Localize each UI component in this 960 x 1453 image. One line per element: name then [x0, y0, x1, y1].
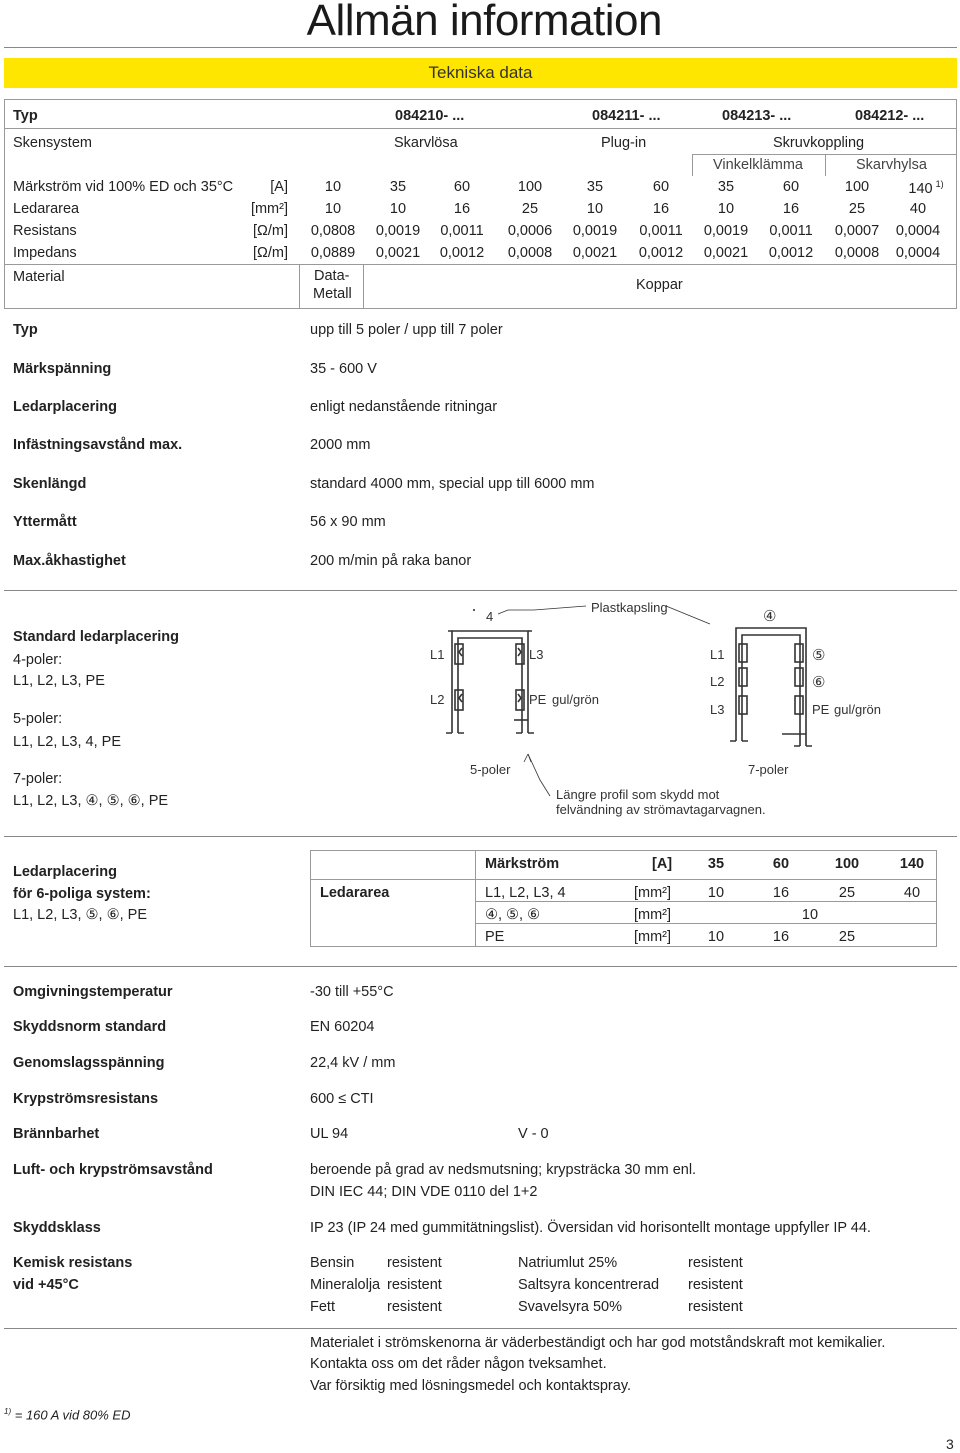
- env-value-2: V - 0: [518, 1126, 549, 1142]
- spec-cell: 0,0019: [375, 223, 421, 239]
- prop-label: Max.åkhastighet: [13, 553, 126, 569]
- spec-cell: 60: [782, 179, 800, 195]
- env-value: IP 23 (IP 24 med gummitätningslist). Översidan vid horisontellt montage uppfyller IP 44.: [310, 1220, 871, 1236]
- spec-cell: 0,0004: [895, 223, 941, 239]
- spec-row-label: Ledararea: [13, 201, 80, 217]
- prop-value: standard 4000 mm, special upp till 6000 mm: [310, 476, 595, 492]
- material-label: Material: [13, 269, 65, 285]
- prop-value: 2000 mm: [310, 437, 371, 453]
- six-pole-hdr-label: Märkström: [485, 856, 560, 872]
- six-pole-row-name: L1, L2, L3, 4: [485, 885, 566, 901]
- spec-cell: 0,0011: [639, 223, 683, 239]
- std-placement-line: L1, L2, L3, PE: [13, 673, 105, 689]
- six-pole-hdr-value: 35: [707, 856, 725, 872]
- six-pole-cell: 25: [838, 885, 856, 901]
- chem-result: resistent: [688, 1255, 743, 1271]
- chem-result: resistent: [387, 1255, 442, 1271]
- chem-result: resistent: [387, 1299, 442, 1315]
- six-pole-row-name: ④, ⑤, ⑥: [485, 907, 541, 923]
- prop-label: Skenlängd: [13, 476, 87, 492]
- six-pole-row-unit: [mm²]: [634, 907, 672, 923]
- chem-substance: Natriumlut 25%: [518, 1255, 618, 1271]
- spec-cell: 25: [848, 201, 866, 217]
- spec-cell: 100: [517, 179, 543, 195]
- chem-substance: Svavelsyra 50%: [518, 1299, 622, 1315]
- prop-label: Infästningsavstånd max.: [13, 437, 183, 453]
- spec-row-label: Märkström vid 100% ED och 35°C: [13, 179, 234, 195]
- prop-label: Typ: [13, 322, 38, 338]
- page-title: Allmän information: [306, 0, 662, 45]
- six-pole-cell: 10: [707, 885, 725, 901]
- seven-pole-profile: [730, 628, 812, 746]
- type-084210: 084210- ...: [395, 108, 465, 124]
- label-circ-4: ④: [763, 608, 777, 625]
- env-label: Krypströmsresistans: [13, 1091, 159, 1107]
- six-pole-row-name: PE: [485, 929, 505, 945]
- env-label: Omgivningstemperatur: [13, 984, 173, 1000]
- skensystem-skruvkoppling: Skruvkoppling: [773, 135, 865, 151]
- label-4: 4: [486, 609, 494, 624]
- prop-value: 35 - 600 V: [310, 361, 377, 377]
- spec-row-unit: [Ω/m]: [252, 223, 288, 239]
- caption-5-poler: 5-poler: [470, 762, 511, 777]
- material-koppar: Koppar: [636, 277, 683, 293]
- spec-cell: 0,0012: [439, 245, 485, 261]
- spec-cell: 0,0021: [375, 245, 421, 261]
- svg-text:L1: L1: [430, 647, 445, 662]
- spec-cell: 10: [324, 201, 342, 217]
- spec-cell: 10: [389, 201, 407, 217]
- svg-text:gul/grön: gul/grön: [834, 702, 881, 717]
- svg-text:L3: L3: [710, 702, 725, 717]
- chem-substance: Saltsyra koncentrerad: [518, 1277, 660, 1293]
- six-pole-cell: 40: [903, 885, 921, 901]
- spec-cell: 100: [844, 179, 870, 195]
- env-value: UL 94: [310, 1126, 349, 1142]
- chem-label-2: vid +45°C: [13, 1277, 79, 1293]
- six-pole-hdr-value: 100: [834, 856, 860, 872]
- prop-value: upp till 5 poler / upp till 7 poler: [310, 322, 503, 338]
- closing-line: Materialet i strömskenorna är väderbeständigt och har god motståndskraft mot kemikalier.: [310, 1335, 886, 1351]
- prop-label: Yttermått: [13, 514, 77, 530]
- spec-cell: 35: [717, 179, 735, 195]
- svg-text:gul/grön: gul/grön: [552, 692, 599, 707]
- material-datametall-2: Metall: [313, 286, 352, 302]
- skarvhylsa: Skarvhylsa: [856, 157, 927, 173]
- spec-row-label: Resistans: [13, 223, 77, 239]
- footnote: $^{1)}$ = 160 A vid 80% ED: [4, 1407, 131, 1423]
- svg-text:L2: L2: [430, 692, 445, 707]
- spec-cell: 35: [586, 179, 604, 195]
- six-pole-hdr-value: 60: [772, 856, 790, 872]
- closing-line: Var försiktig med lösningsmedel och kontaktspray.: [310, 1378, 632, 1394]
- type-084211: 084211- ...: [592, 108, 661, 124]
- std-placement-line: L1, L2, L3, 4, PE: [13, 734, 122, 750]
- spec-cell: 0,0008: [834, 245, 880, 261]
- caption-7-poler: 7-poler: [748, 762, 789, 777]
- typ-label: Typ: [13, 108, 38, 124]
- spec-cell: 0,0012: [638, 245, 684, 261]
- note-line-2: felvändning av strömavtagarvagnen.: [556, 802, 766, 817]
- spec-cell: 60: [453, 179, 471, 195]
- six-pole-title-2: för 6-poliga system:: [13, 886, 151, 902]
- page-number: 3: [946, 1436, 954, 1452]
- five-pole-profile: [446, 609, 534, 733]
- profile-diagram: [410, 596, 910, 826]
- spec-cell: 10: [324, 179, 342, 195]
- vinkelklamma: Vinkelklämma: [713, 157, 803, 173]
- six-pole-title-3: L1, L2, L3, ⑤, ⑥, PE: [13, 907, 148, 923]
- std-placement-title: Standard ledarplacering: [13, 629, 179, 645]
- spec-cell: 0,0008: [507, 245, 553, 261]
- closing-line: Kontakta oss om det råder någon tveksamhet.: [310, 1356, 607, 1372]
- skensystem-skarvlosa: Skarvlösa: [394, 135, 458, 151]
- spec-cell: 0,0019: [703, 223, 749, 239]
- env-label: Luft- och krypströmsavstånd: [13, 1162, 213, 1178]
- svg-text:PE: PE: [812, 702, 830, 717]
- svg-text:PE: PE: [529, 692, 547, 707]
- chem-substance: Mineralolja: [310, 1277, 381, 1293]
- skensystem-plugin: Plug-in: [601, 135, 647, 151]
- material-datametall-1: Data-: [314, 268, 350, 284]
- spec-cell: 0,0019: [572, 223, 618, 239]
- type-084213: 084213- ...: [722, 108, 792, 124]
- spec-cell: 35: [389, 179, 407, 195]
- spec-cell: 16: [453, 201, 471, 217]
- spec-cell: 40: [909, 201, 927, 217]
- std-placement-line: 7-poler:: [13, 771, 63, 787]
- spec-cell: 0,0004: [895, 245, 941, 261]
- env-label: Skyddsnorm standard: [13, 1019, 167, 1035]
- spec-cell: 0,0011: [769, 223, 813, 239]
- svg-text:L2: L2: [710, 674, 725, 689]
- spec-cell: 0,0021: [572, 245, 618, 261]
- spec-row-unit: [A]: [270, 179, 288, 195]
- chem-substance: Bensin: [310, 1255, 355, 1271]
- spec-row-unit: [Ω/m]: [252, 245, 288, 261]
- spec-cell: 0,0021: [703, 245, 749, 261]
- chem-result: resistent: [387, 1277, 442, 1293]
- env-value: 22,4 kV / mm: [310, 1055, 396, 1071]
- env-label: Skyddsklass: [13, 1220, 101, 1236]
- label-plastkapsling: Plastkapsling: [591, 600, 668, 615]
- label-circ-5: ⑤: [812, 647, 826, 664]
- spec-cell: 0,0808: [310, 223, 356, 239]
- spec-row-label: Impedans: [13, 245, 77, 261]
- spec-cell: 0,0006: [507, 223, 553, 239]
- prop-value: enligt nedanstående ritningar: [310, 399, 498, 415]
- six-pole-cell: 10: [801, 907, 819, 923]
- spec-cell: 140 $^{1)}$: [908, 179, 944, 197]
- spec-cell: 0,0011: [440, 223, 484, 239]
- six-pole-hdr-value: 140: [899, 856, 925, 872]
- env-value: beroende på grad av nedsmutsning; krypsträcka 30 mm enl.: [310, 1162, 697, 1178]
- spec-cell: 10: [586, 201, 604, 217]
- env-label: Brännbarhet: [13, 1126, 100, 1142]
- six-pole-row-unit: [mm²]: [634, 929, 672, 945]
- banner-text: Tekniska data: [428, 63, 533, 82]
- prop-label: Märkspänning: [13, 361, 112, 377]
- spec-cell: 0,0012: [768, 245, 814, 261]
- std-placement-line: 5-poler:: [13, 711, 63, 727]
- prop-label: Ledarplacering: [13, 399, 117, 415]
- svg-text:L3: L3: [529, 647, 544, 662]
- section-banner: [4, 58, 957, 88]
- six-pole-cell: 10: [707, 929, 725, 945]
- env-value: EN 60204: [310, 1019, 375, 1035]
- spec-row-unit: [mm²]: [250, 201, 288, 217]
- six-pole-ledararea: Ledararea: [320, 885, 390, 901]
- spec-cell: 0,0007: [834, 223, 880, 239]
- type-084212: 084212- ...: [855, 108, 925, 124]
- six-pole-cell: 16: [772, 929, 790, 945]
- std-placement-line: 4-poler:: [13, 652, 63, 668]
- env-label: Genomslagsspänning: [13, 1055, 165, 1071]
- title-rule: [4, 47, 957, 48]
- env-value: -30 till +55°C: [310, 984, 394, 1000]
- six-pole-title: Ledarplacering: [13, 864, 117, 880]
- chem-substance: Fett: [310, 1299, 335, 1315]
- six-pole-hdr-unit: [A]: [652, 856, 673, 872]
- svg-text:L1: L1: [710, 647, 725, 662]
- note-line-1: Längre profil som skydd mot: [556, 787, 720, 802]
- spec-cell: 10: [717, 201, 735, 217]
- spec-cell: 16: [652, 201, 670, 217]
- chem-result: resistent: [688, 1299, 743, 1315]
- spec-cell: 0,0889: [310, 245, 356, 261]
- spec-cell: 60: [652, 179, 670, 195]
- skensystem-label: Skensystem: [13, 135, 92, 151]
- six-pole-cell: 16: [772, 885, 790, 901]
- env-value: 600 ≤ CTI: [310, 1091, 374, 1107]
- six-pole-cell: 25: [838, 929, 856, 945]
- divider: [4, 590, 957, 591]
- chem-result: resistent: [688, 1277, 743, 1293]
- prop-value: 200 m/min på raka banor: [310, 553, 472, 569]
- std-placement-line: L1, L2, L3, ④, ⑤, ⑥, PE: [13, 793, 169, 809]
- env-value-line2: DIN IEC 44; DIN VDE 0110 del 1+2: [310, 1184, 538, 1200]
- spec-cell: 25: [521, 201, 539, 217]
- label-circ-6: ⑥: [812, 674, 826, 691]
- six-pole-row-unit: [mm²]: [634, 885, 672, 901]
- prop-value: 56 x 90 mm: [310, 514, 386, 530]
- chem-label: Kemisk resistans: [13, 1255, 133, 1271]
- spec-cell: 16: [782, 201, 800, 217]
